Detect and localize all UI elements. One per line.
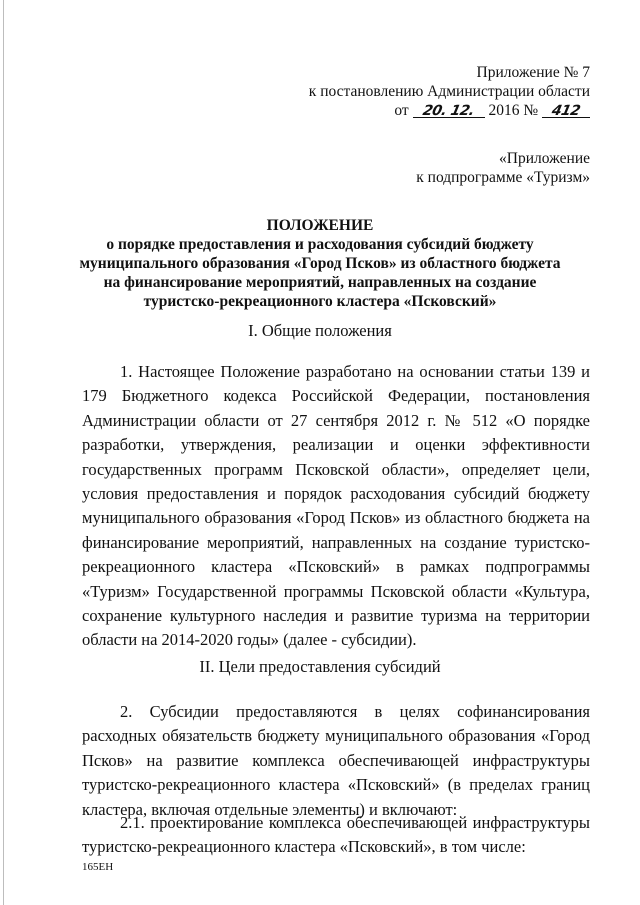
document-title-line3: на финансирование мероприятий, направленных на создание — [103, 274, 537, 291]
annex-resolution: к постановлению Администрации области — [308, 83, 590, 100]
date-prefix: от — [394, 102, 409, 119]
annex-date-line — [394, 101, 590, 121]
scan-edge-line — [3, 0, 4, 905]
paragraph-2-1 — [82, 811, 590, 860]
footer-code: 165ЕН — [82, 861, 114, 873]
paragraph-2-1-text: 2.1. проектирование комплекса обеспечивающей инфраструктуры туристско-рекреационного кластера «Псковский», в том числе: — [82, 813, 590, 857]
annex-number: Приложение № 7 — [476, 64, 590, 81]
document-title-line4: туристско-рекреационного кластера «Псковский» — [143, 293, 497, 310]
subannex-subprogram: к подпрограмме «Туризм» — [416, 169, 590, 186]
paragraph-1 — [82, 360, 590, 653]
section-heading-general: I. Общие положения — [248, 321, 392, 340]
paragraph-2 — [82, 700, 590, 822]
paragraph-2-text: 2. Субсидии предоставляются в целях софинансирования расходных обязательств бюджету муниципального образования «Город Псков» на развитие комплекса обеспечивающей инфраструктуры туристско-рекреационного кластера «Псковский» (в пределах границ кластера, включая отдельные элементы) и включают: — [82, 702, 590, 819]
handwritten-date: 20. 12. — [421, 103, 476, 119]
year-number-label: 2016 № — [488, 102, 539, 119]
paragraph-1-text: 1. Настоящее Положение разработано на основании статьи 139 и 179 Бюджетного кодекса Российской Федерации, постановления Администрации области от 27 сентября 2012 г. № 512 «О порядке разработки, утверждения, реализации и оценки эффективности государственных программ Псковской области», определяет цели, условия предоставления и порядок расходования субсидий бюджету муниципального образования «Город Псков» из областного бюджета на финансирование мероприятий, направленных на создание туристско-рекреационного кластера «Псковский» в рамках подпрограммы «Туризм» Государственной программы Псковской области «Культура, сохранение культурного наследия и развитие туризма на территории области на 2014-2020 годы» (далее - субсидии). — [82, 362, 590, 650]
document-title-line2: муниципального образования «Город Псков» из областного бюджета — [79, 255, 561, 272]
number-field — [542, 101, 590, 121]
section-heading-goals: II. Цели предоставления субсидий — [199, 657, 441, 676]
date-field — [413, 101, 485, 121]
document-heading: ПОЛОЖЕНИЕ — [266, 217, 374, 234]
handwritten-number: 412 — [550, 103, 582, 119]
subannex-title: «Приложение — [499, 150, 590, 167]
document-title-line1: о порядке предоставления и расходования субсидий бюджету — [106, 236, 534, 253]
